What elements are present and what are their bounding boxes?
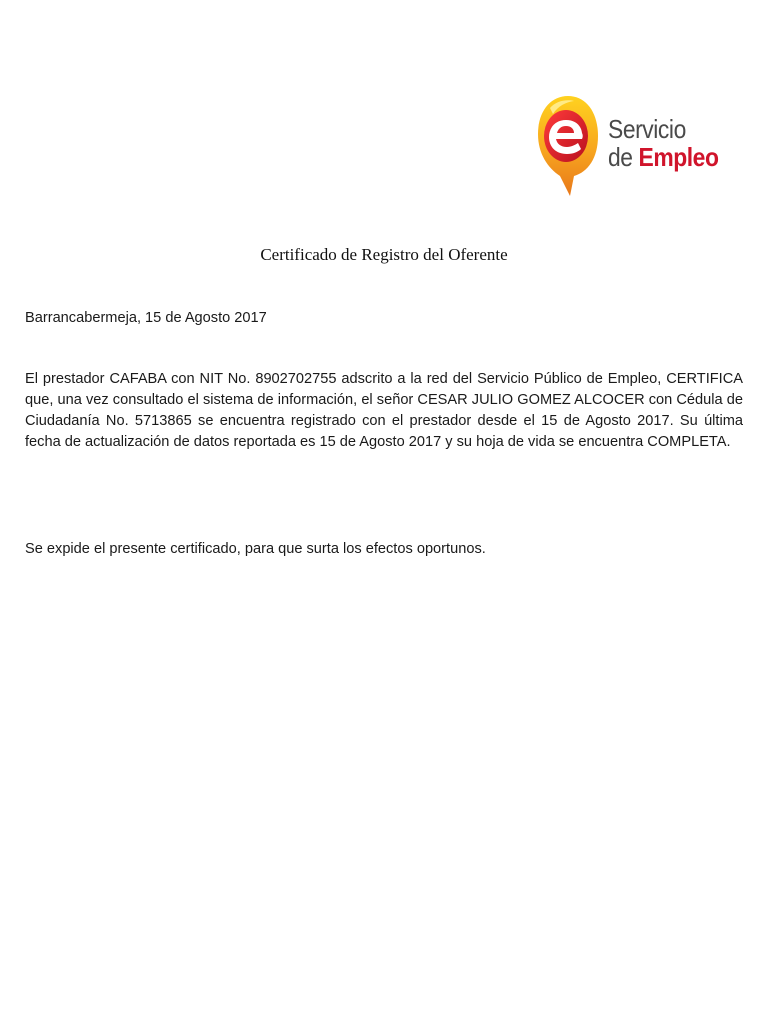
- document-title: Certificado de Registro del Oferente: [260, 245, 508, 264]
- certificate-body: El prestador CAFABA con NIT No. 8902702755 adscrito a la red del Servicio Público de Empleo, CERTIFICA que, una vez consultado el sistema de información, el señor CESAR JULIO GOMEZ ALCOCER con Cédula de Ciudadanía No. 5713865 se encuentra registrado con el prestador desde el 15 de Agosto 2017. Su última fecha de actualización de datos reportada es 15 de Agosto 2017 y su hoja de vida se encuentra COMPLETA.: [25, 371, 743, 450]
- servicio-de-empleo-logo-icon: [536, 92, 600, 198]
- logo-word-de: de: [608, 142, 633, 172]
- servicio-de-empleo-logo: [536, 92, 726, 202]
- place-date: Barrancabermeja, 15 de Agosto 2017: [25, 310, 267, 326]
- logo-wordmark: [608, 116, 734, 170]
- logo-word-empleo: Empleo: [638, 142, 719, 172]
- logo-word-servicio: Servicio: [608, 114, 686, 144]
- closing-statement: Se expide el presente certificado, para que surta los efectos oportunos.: [25, 541, 486, 557]
- logo-word-de-empleo: [608, 144, 719, 170]
